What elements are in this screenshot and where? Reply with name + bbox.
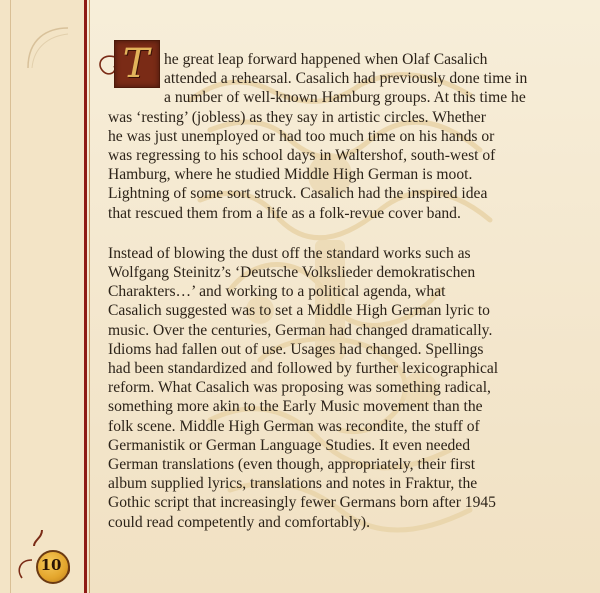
text-line: Casalich suggested was to set a Middle High German lyric to <box>108 302 490 320</box>
text-line: folk scene. Middle High German was recondite, the stuff of <box>108 417 480 435</box>
paragraph-2 <box>108 244 580 532</box>
text-line: music. Over the centuries, German had changed dramatically. <box>108 321 493 339</box>
margin-gold-rule <box>89 0 90 593</box>
text-line: that rescued them from a life as a folk-revue cover band. <box>108 204 461 222</box>
text-line: Germanistik or German Language Studies. It even needed <box>108 436 470 454</box>
page-number: 10 <box>40 556 62 574</box>
text-line: Hamburg, where he studied Middle High German is moot. <box>108 166 473 184</box>
text-line: Wolfgang Steinitz’s ‘Deutsche Volkslieder demokratischen <box>108 264 476 282</box>
text-line: he great leap forward happened when Olaf Casalich <box>164 51 488 68</box>
text-line: attended a rehearsal. Casalich had previously done time in <box>164 70 528 88</box>
text-line: could read competently and comfortably). <box>108 513 370 531</box>
corner-flourish-icon <box>18 18 78 78</box>
text-line: reform. What Casalich was proposing was something radical, <box>108 379 491 397</box>
left-margin-band <box>0 0 84 593</box>
text-line: was ‘resting’ (jobless) as they say in artistic circles. Whether <box>108 108 486 126</box>
text-line: Gothic script that increasingly fewer Germans born after 1945 <box>108 494 496 512</box>
text-line: Instead of blowing the dust off the standard works such as <box>108 244 471 262</box>
text-line: Idioms had fallen out of use. Usages had changed. Spellings <box>108 340 484 358</box>
page-number-badge <box>12 530 70 590</box>
article-body <box>108 50 580 532</box>
paragraph-1 <box>108 50 580 223</box>
text-line: German translations (even though, appropriately, their first <box>108 456 476 474</box>
text-line: album supplied lyrics, translations and notes in Fraktur, the <box>108 475 478 493</box>
margin-thin-rule <box>10 0 11 593</box>
text-line: had been standardized and followed by further lexicographical <box>108 360 499 378</box>
margin-red-rule <box>84 0 87 593</box>
text-line: he was just unemployed or had too much time on his hands or <box>108 127 495 145</box>
text-line: Lightning of some sort struck. Casalich had the inspired idea <box>108 185 488 203</box>
drop-cap-letter: T <box>122 41 150 87</box>
text-line: was regressing to his school days in Waltershof, south-west of <box>108 147 496 165</box>
text-line: Charakters…’ and working to a political agenda, what <box>108 283 446 301</box>
text-line: something more akin to the Early Music movement than the <box>108 398 483 416</box>
text-line: a number of well-known Hamburg groups. At this time he <box>164 89 526 107</box>
